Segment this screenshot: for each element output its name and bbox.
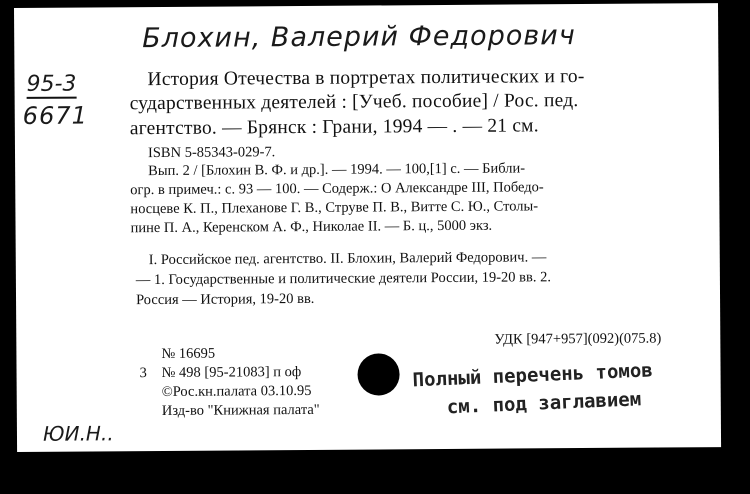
stamp-line-2: см. под заглавием <box>446 388 642 419</box>
volume-line-2: огр. в примеч.: с. 93 — 100. — Содерж.: О Александре III, Победо- <box>130 179 544 199</box>
stamp-line-1: Полный перечень томов <box>412 359 654 392</box>
volume-line-3: носцеве К. П., Плеханове Г. В., Струве П. В., Витте С. Ю., Столы- <box>130 198 539 218</box>
title-line-1: История Отечества в портретах политических и го- <box>147 66 585 91</box>
isbn: ISBN 5-85343-029-7. <box>147 144 276 162</box>
title-line-2: сударственных деятелей : [Учеб. пособие] / Рос. пед. <box>129 90 579 115</box>
volume-line-4: пине П. А., Керенском А. Ф., Николае II. — Б. ц., 5000 экз. <box>130 217 493 237</box>
copyright-line: ©Рос.кн.палата 03.10.95 <box>161 382 312 400</box>
publisher-line: Изд-во "Книжная палата" <box>161 401 320 419</box>
title-line-3: агентство. — Брянск : Грани, 1994 — . — 21 см. <box>129 115 539 140</box>
call-number-bottom: 6671 <box>22 101 88 130</box>
volume-line-1: Вып. 2 / [Блохин В. Ф. и др.]. — 1994. — 100,[1] с. — Библи- <box>148 160 526 180</box>
print-line: № 498 [95-21083] п оф <box>161 364 302 381</box>
catalog-card <box>14 3 721 452</box>
call-number-top: 95-3 <box>26 71 77 97</box>
punch-hole <box>357 353 399 395</box>
udc-code: УДК [947+957](092)(075.8) <box>494 330 662 348</box>
tracing-line-1: I. Российское пед. агентство. II. Блохин, Валерий Федорович. — <box>148 249 547 269</box>
handwritten-footer-note: ЮИ.Н.. <box>42 421 114 446</box>
card-number: № 16695 <box>161 345 216 362</box>
tracing-line-3: Россия — История, 19-20 вв. <box>135 290 315 309</box>
print-line-prefix: 3 <box>139 365 147 382</box>
handwritten-author-name: Блохин, Валерий Федорович <box>142 20 576 55</box>
tracing-line-2: — 1. Государственные и политические деятели России, 19-20 вв. 2. <box>135 269 552 289</box>
